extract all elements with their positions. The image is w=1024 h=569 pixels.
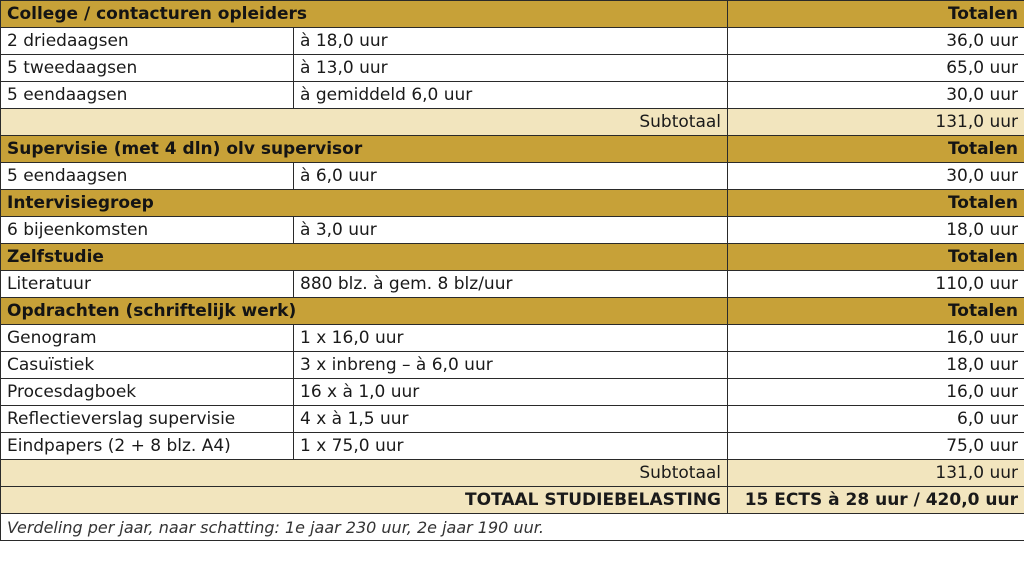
section-title: Intervisiegroep xyxy=(1,190,728,217)
row-item: Casuïstiek xyxy=(1,352,294,379)
row-detail: 1 x 16,0 uur xyxy=(294,325,728,352)
subtotal-value: 131,0 uur xyxy=(728,460,1024,487)
row-total: 16,0 uur xyxy=(728,325,1024,352)
totals-header: Totalen xyxy=(728,136,1024,163)
section-title: Zelfstudie xyxy=(1,244,728,271)
row-total: 18,0 uur xyxy=(728,217,1024,244)
grand-total-value: 15 ECTS à 28 uur / 420,0 uur xyxy=(728,487,1024,514)
row-detail: 4 x à 1,5 uur xyxy=(294,406,728,433)
section-header-supervisie xyxy=(1,136,1024,163)
row-item: 5 tweedaagsen xyxy=(1,55,294,82)
row-detail: à 13,0 uur xyxy=(294,55,728,82)
table-row xyxy=(1,325,1024,352)
section-header-opdrachten xyxy=(1,298,1024,325)
row-item: 2 driedaagsen xyxy=(1,28,294,55)
section-title: Supervisie (met 4 dln) olv supervisor xyxy=(1,136,728,163)
row-detail: à 6,0 uur xyxy=(294,163,728,190)
footnote-row xyxy=(1,514,1024,541)
row-total: 65,0 uur xyxy=(728,55,1024,82)
row-detail: 1 x 75,0 uur xyxy=(294,433,728,460)
totals-header: Totalen xyxy=(728,298,1024,325)
row-detail: 880 blz. à gem. 8 blz/uur xyxy=(294,271,728,298)
row-total: 30,0 uur xyxy=(728,82,1024,109)
row-total: 6,0 uur xyxy=(728,406,1024,433)
section-header-intervisie xyxy=(1,190,1024,217)
footnote: Verdeling per jaar, naar schatting: 1e jaar 230 uur, 2e jaar 190 uur. xyxy=(1,514,1024,541)
row-total: 18,0 uur xyxy=(728,352,1024,379)
row-total: 16,0 uur xyxy=(728,379,1024,406)
subtotal-row xyxy=(1,460,1024,487)
subtotal-value: 131,0 uur xyxy=(728,109,1024,136)
row-total: 110,0 uur xyxy=(728,271,1024,298)
table-row xyxy=(1,433,1024,460)
row-item: 6 bijeenkomsten xyxy=(1,217,294,244)
row-total: 75,0 uur xyxy=(728,433,1024,460)
grand-total-label: TOTAAL STUDIEBELASTING xyxy=(1,487,728,514)
table-row xyxy=(1,379,1024,406)
row-item: Procesdagboek xyxy=(1,379,294,406)
table-row xyxy=(1,217,1024,244)
row-detail: 3 x inbreng – à 6,0 uur xyxy=(294,352,728,379)
totals-header: Totalen xyxy=(728,190,1024,217)
section-title: College / contacturen opleiders xyxy=(1,1,728,28)
subtotal-label: Subtotaal xyxy=(1,460,728,487)
row-total: 36,0 uur xyxy=(728,28,1024,55)
section-header-zelfstudie xyxy=(1,244,1024,271)
row-detail: à 18,0 uur xyxy=(294,28,728,55)
row-detail: 16 x à 1,0 uur xyxy=(294,379,728,406)
table-row xyxy=(1,406,1024,433)
section-title: Opdrachten (schriftelijk werk) xyxy=(1,298,728,325)
table-row xyxy=(1,82,1024,109)
row-item: 5 eendaagsen xyxy=(1,82,294,109)
row-item: Genogram xyxy=(1,325,294,352)
table-row xyxy=(1,55,1024,82)
section-header-college xyxy=(1,1,1024,28)
row-item: Literatuur xyxy=(1,271,294,298)
row-total: 30,0 uur xyxy=(728,163,1024,190)
subtotal-row xyxy=(1,109,1024,136)
table-row xyxy=(1,352,1024,379)
row-detail: à 3,0 uur xyxy=(294,217,728,244)
table-row xyxy=(1,271,1024,298)
row-item: Eindpapers (2 + 8 blz. A4) xyxy=(1,433,294,460)
row-item: 5 eendaagsen xyxy=(1,163,294,190)
grand-total-row xyxy=(1,487,1024,514)
subtotal-label: Subtotaal xyxy=(1,109,728,136)
row-detail: à gemiddeld 6,0 uur xyxy=(294,82,728,109)
table-row xyxy=(1,163,1024,190)
row-item: Reflectieverslag supervisie xyxy=(1,406,294,433)
totals-header: Totalen xyxy=(728,1,1024,28)
table-row xyxy=(1,28,1024,55)
totals-header: Totalen xyxy=(728,244,1024,271)
